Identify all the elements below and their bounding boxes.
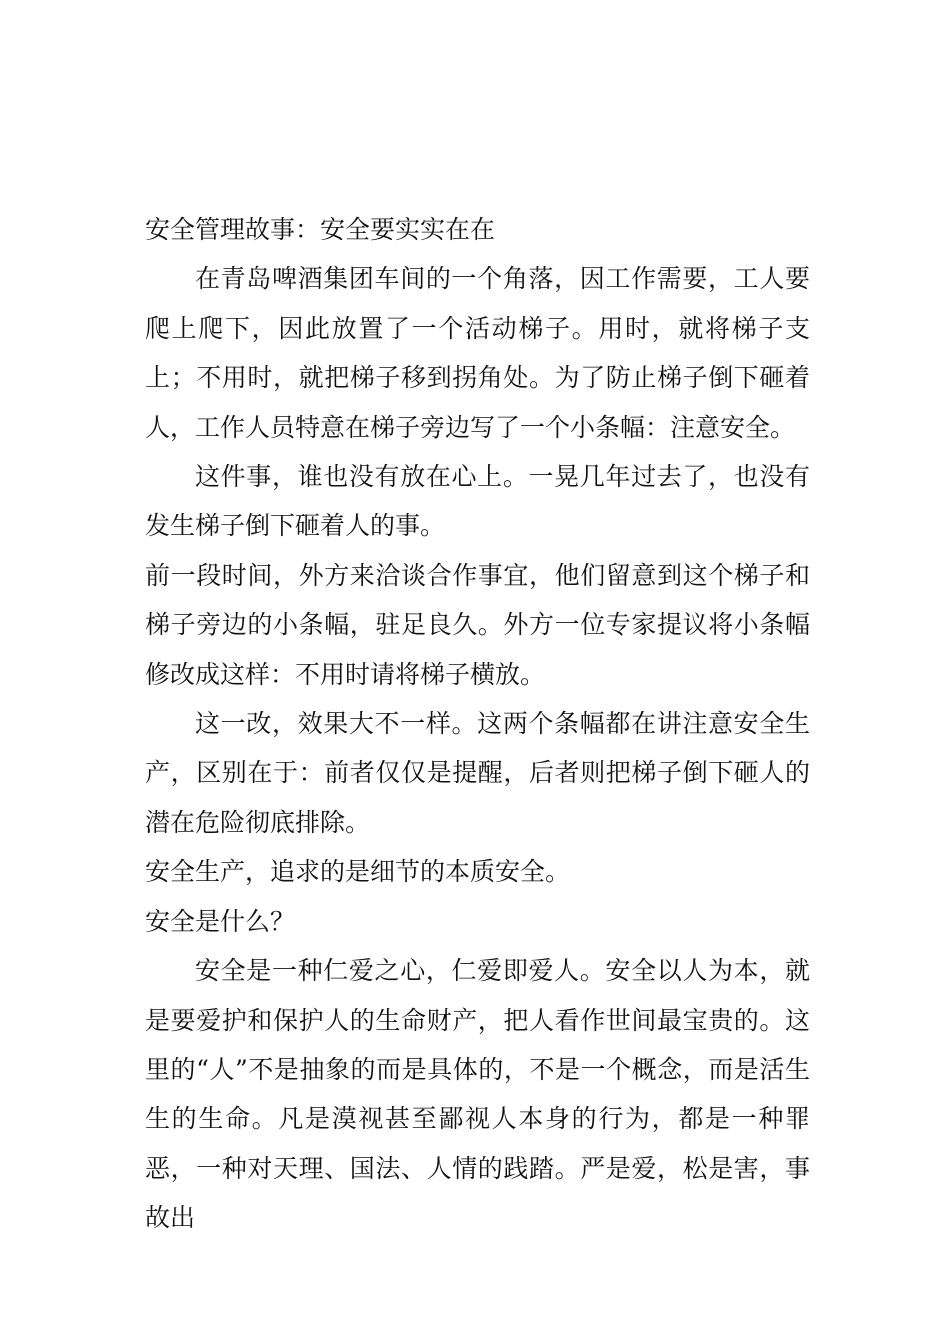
paragraph-essential-safety: 安全生产，追求的是细节的本质安全。 [145,857,571,887]
paragraph-question: 安全是什么？ [145,906,296,936]
paragraph-foreign-expert: 前一段时间，外方来洽谈合作事宜，他们留意到这个梯子和梯子旁边的小条幅，驻足良久。外方一位专家提议将小条幅修改成这样：不用时请将梯子横放。 [145,560,810,689]
paragraph-difference: 这一改，效果大不一样。这两个条幅都在讲注意安全生产，区别在于：前者仅仅是提醒，后者则把梯子倒下砸人的潜在危险彻底排除。 [145,709,810,837]
document-body [145,205,810,1243]
paragraph-ladder-story: 在青岛啤酒集团车间的一个角落，因工作需要，工人要爬上爬下，因此放置了一个活动梯子。用时，就将梯子支上；不用时，就把梯子移到拐角处。为了防止梯子倒下砸着人，工作人员特意在梯子旁边写了一个小条幅：注意安全。 [145,264,810,442]
paragraph-safety-is-love: 安全是一种仁爱之心，仁爱即爱人。安全以人为本，就是要爱护和保护人的生命财产，把人看作世间最宝贵的。这里的“人”不是抽象的而是具体的，不是一个概念，而是活生生的生命。凡是漠视甚至鄙视人本身的行为，都是一种罪恶，一种对天理、国法、人情的践踏。严是爱，松是害，事故出 [145,956,810,1233]
paragraph-no-accident: 这件事，谁也没有放在心上。一晃几年过去了，也没有发生梯子倒下砸着人的事。 [145,462,810,541]
document-title: 安全管理故事：安全要实实在在 [145,215,496,244]
